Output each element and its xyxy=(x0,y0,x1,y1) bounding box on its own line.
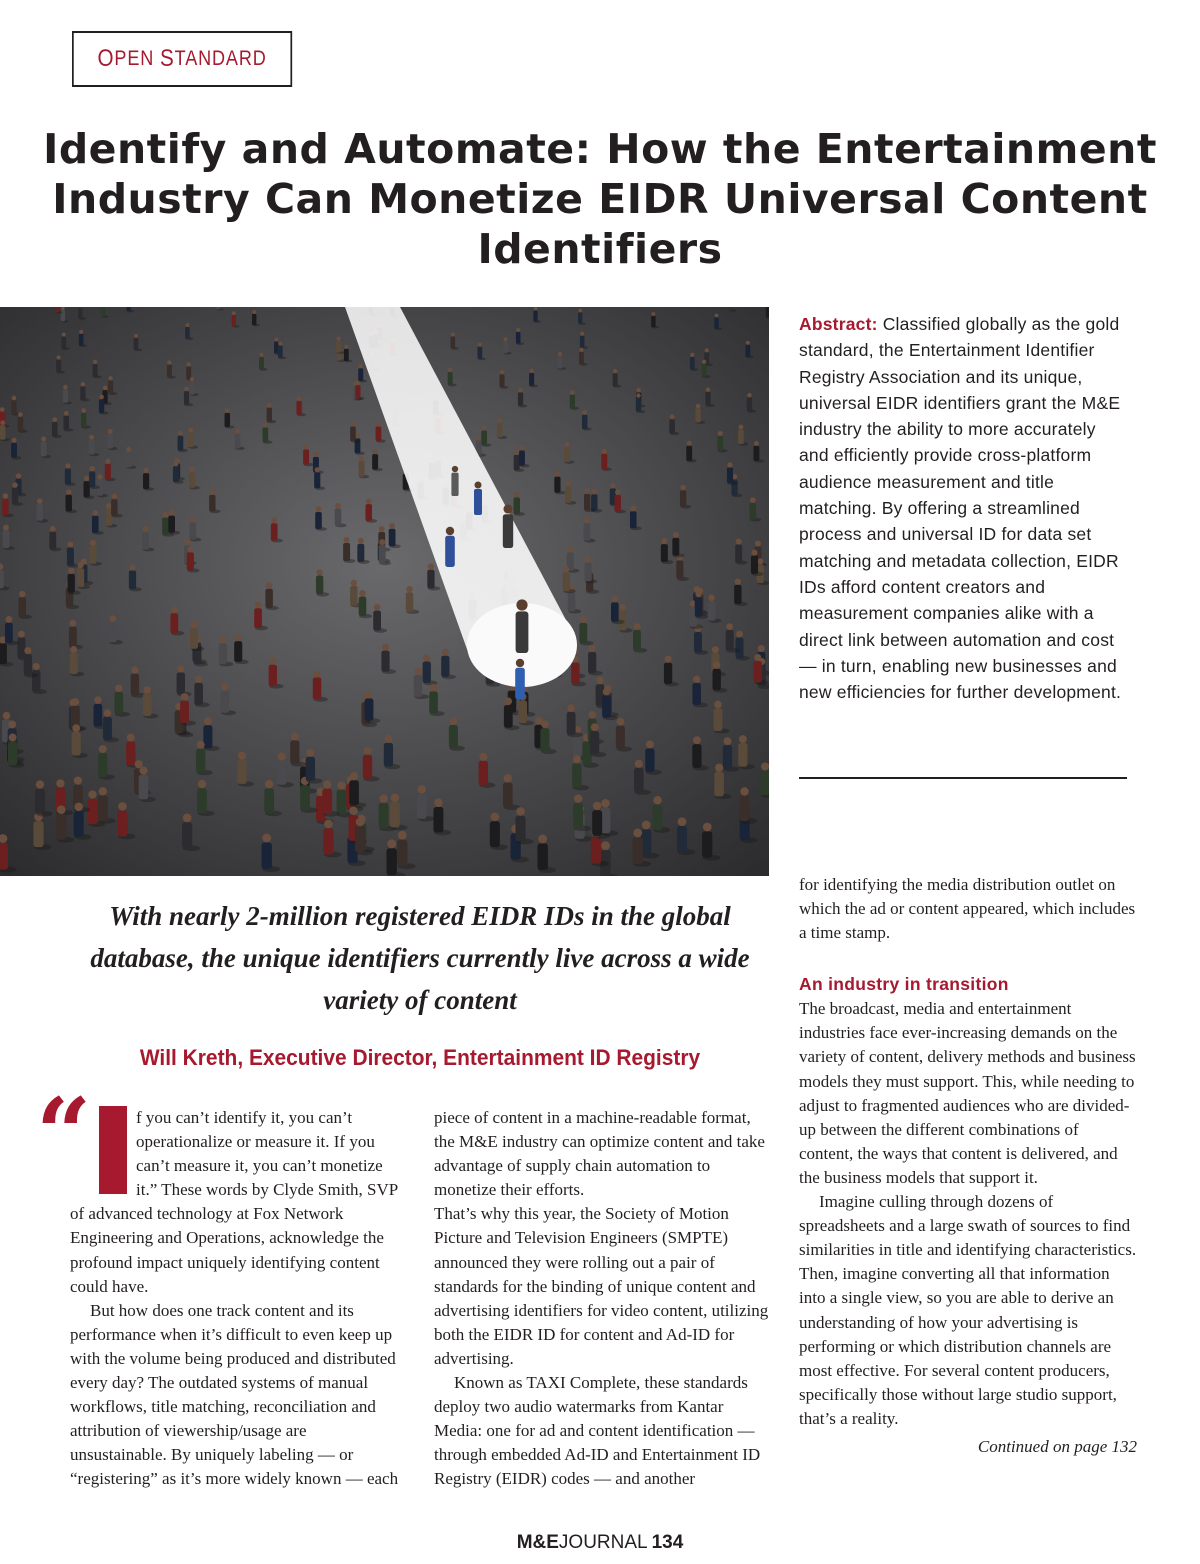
article-title: Identify and Automate: How the Entertainment Industry Can Monetize EIDR Universal Content Identifiers xyxy=(43,125,1157,273)
abstract-text: Classified globally as the gold standard, the Entertainment Identifier Registry Association and its unique, universal EIDR identifiers grant the M&E industry the ability to more accurately and efficiently provide cross-platform audience measurement and title matching. By offering a streamlined process and universal ID for data set matching and metadata collection, EIDR IDs afford content creators and measurement companies alike with a direct link between automation and cost — in turn, enabling new businesses and new efficiencies for further development. xyxy=(799,314,1122,703)
spotlit-figure xyxy=(451,466,458,496)
paragraph: piece of content in a machine-readable format, the M&E industry can optimize content and take advantage of supply chain automation to monetize their efforts. xyxy=(434,1108,765,1200)
section-kicker xyxy=(72,31,292,87)
body-column-2 xyxy=(434,1106,772,1492)
section-heading: An industry in transition xyxy=(799,974,1009,995)
page-number: 134 xyxy=(651,1532,684,1553)
body-column-1 xyxy=(70,1106,406,1492)
kicker-rest-2: TANDARD xyxy=(174,47,267,70)
drop-cap-space xyxy=(70,1106,136,1202)
paragraph: Imagine culling through dozens of spreadsheets and a large swath of sources to find similarities in title and identifying characteristics. Then, imagine converting all that information into a single view, so you are able to derive an understanding of how your advertising is performing or which distribution channels are most effective. For several content producers, specifically those without large studio support, that’s a reality. xyxy=(799,1192,1137,1428)
crowd-spotlight-illustration xyxy=(0,307,769,876)
kicker-cap-1: O xyxy=(97,45,115,72)
hero-image xyxy=(0,307,769,876)
paragraph: The broadcast, media and entertainment industries face ever-increasing demands on the variety of content, delivery methods and business models they must support. This, while needing to adjust to fragmented audiences who are divided-up between the different combinations of content, the ways that content is delivered, and the business models that support it. xyxy=(799,999,1136,1187)
opening-quote-mark: “ xyxy=(36,1077,92,1190)
crowd-figure xyxy=(760,762,769,797)
page-footer xyxy=(0,1532,1200,1554)
spotlit-figure xyxy=(445,527,455,567)
byline: Will Kreth, Executive Director, Entertainment ID Registry xyxy=(139,1045,701,1070)
abstract-divider xyxy=(799,777,1127,779)
abstract xyxy=(799,311,1129,705)
continued-note: Continued on page 132 xyxy=(977,1436,1137,1456)
paragraph: for identifying the media distribution outlet on which the ad or content appeared, which includes a time stamp. xyxy=(799,875,1136,943)
spotlit-figure xyxy=(515,659,525,699)
pull-quote: With nearly 2-million registered EIDR IDs in the global database, the unique identifiers currently live across a wide variety of content xyxy=(90,901,750,1015)
spotlit-figure xyxy=(516,599,529,653)
kicker-rest-1: PEN xyxy=(114,47,155,70)
paragraph: Known as TAXI Complete, these standards deploy two audio watermarks from Kantar Media: one for ad and content identification — through embedded Ad-ID and Entertainment ID Registry (EIDR) codes — and another xyxy=(434,1373,761,1489)
crowd-figure xyxy=(766,307,769,319)
paragraph: f you can’t identify it, you can’t operationalize or measure it. If you can’t measure it, you can’t monetize it.” These words by Clyde Smith, SVP of advanced technology at Fox Network Engineering and Operations, acknowledge the profound impact uniquely identifying content could have. xyxy=(70,1108,398,1296)
paragraph: But how does one track content and its performance when it’s difficult to even keep up with the volume being produced and distributed every day? The outdated systems of manual workflows, title matching, reconciliation and attribution of viewership/usage are unsustainable. By uniquely labeling — or “registering” as it’s more widely known — each xyxy=(70,1300,399,1489)
footer-brand-b: JOURNAL xyxy=(558,1532,648,1553)
spotlit-figure xyxy=(503,504,513,548)
body-column-3 xyxy=(799,873,1137,1459)
spotlit-figure xyxy=(474,482,482,516)
footer-brand-a: M&E xyxy=(516,1532,559,1553)
paragraph: That’s why this year, the Society of Motion Picture and Television Engineers (SMPTE) announced they were rolling out a pair of standards for the binding of unique content and advertising identifiers for video content, utilizing both the EIDR ID for content and Ad-ID for advertising. xyxy=(434,1204,769,1368)
kicker-cap-2: S xyxy=(160,45,175,72)
abstract-label: Abstract: xyxy=(799,314,878,334)
